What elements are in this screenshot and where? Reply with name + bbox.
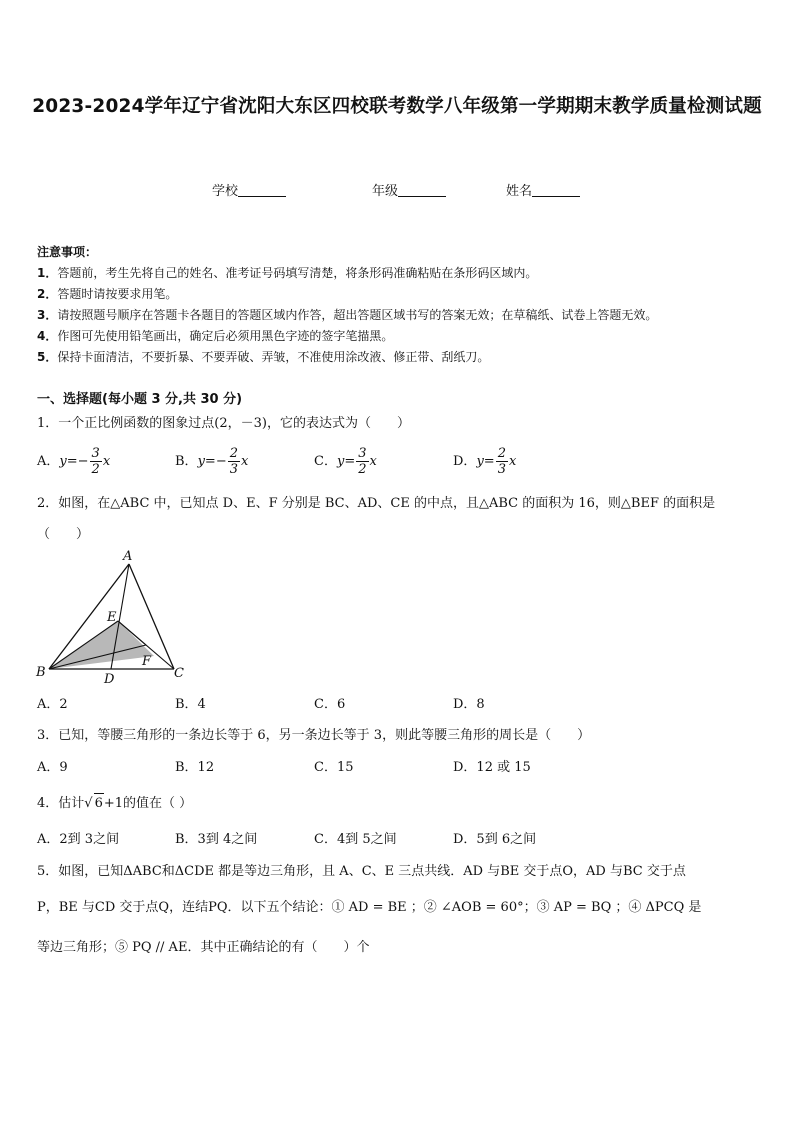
label-b: B	[36, 665, 46, 680]
q2-option-c[interactable]: C．6	[314, 697, 346, 712]
question-5-line-3: 等边三角形；⑤ PQ // AE．其中正确结论的有（ ）个	[37, 940, 370, 955]
q1-option-c[interactable]: C．y= $\frac{3}{2}$ x	[314, 446, 377, 477]
q2-option-d[interactable]: D．8	[453, 697, 485, 712]
grade-field[interactable]: 年级	[372, 180, 446, 199]
page-title: 2023-2024学年辽宁省沈阳大东区四校联考数学八年级第一学期期末教学质量检测试题	[32, 96, 762, 117]
name-field[interactable]: 姓名	[506, 180, 580, 199]
q1-option-a[interactable]: A．y=− $\frac{3}{2}$ x	[37, 446, 111, 477]
note-item: 3．请按照题号顺序在答题卡各题目的答题区域内作答，超出答题区域书写的答案无效；在草稿纸、试卷上答题无效。	[37, 308, 658, 322]
label-c: C	[174, 666, 184, 681]
label-e: E	[107, 610, 117, 625]
q4-option-c[interactable]: C．4到 5之间	[314, 832, 397, 847]
q3-option-a[interactable]: A．9	[37, 760, 68, 775]
q1-option-d[interactable]: D．y= $\frac{2}{3}$ x	[453, 446, 517, 477]
question-1-stem: 1．一个正比例函数的图象过点(2，－3)，它的表达式为（ ）	[37, 416, 410, 431]
note-item: 4．作图可先使用铅笔画出，确定后必须用黑色字迹的签字笔描黑。	[37, 329, 394, 343]
label-a: A	[123, 549, 133, 564]
question-5-line-2: P，BE 与CD 交于点Q，连结PQ．以下五个结论：① AD = BE ；② ∠AOB = 60°；③ AP = BQ ；④ ΔPCQ 是	[37, 900, 702, 915]
question-5-line-1: 5．如图，已知ΔABC和ΔCDE 都是等边三角形，且 A、C、E 三点共线．AD 与BE 交于点O，AD 与BC 交于点	[37, 864, 686, 879]
question-4-stem: 4．估计√ 6+1的值在（ ）	[37, 793, 757, 814]
question-2-stem: 2．如图，在△ABC 中，已知点 D、E、F 分别是 BC、AD、CE 的中点，且△ABC 的面积为 16，则△BEF 的面积是（ ）	[37, 496, 716, 542]
q3-option-c[interactable]: C．15	[314, 760, 354, 775]
section-heading: 一、选择题(每小题 3 分,共 30 分)	[37, 392, 243, 407]
school-field[interactable]: 学校	[212, 180, 286, 199]
question-3-stem: 3．已知，等腰三角形的一条边长等于 6，另一条边长等于 3，则此等腰三角形的周长是（ ）	[37, 728, 591, 743]
q4-option-d[interactable]: D．5到 6之间	[453, 832, 537, 847]
q4-option-b[interactable]: B．3到 4之间	[175, 832, 258, 847]
q3-option-b[interactable]: B．12	[175, 760, 215, 775]
note-item: 1．答题前，考生先将自己的姓名、准考证号码填写清楚，将条形码准确粘贴在条形码区域内。	[37, 266, 538, 280]
label-f: F	[142, 654, 152, 669]
note-item: 2．答题时请按要求用笔。	[37, 287, 178, 301]
notes-block	[37, 242, 657, 368]
notes-heading: 注意事项：	[37, 245, 98, 259]
q3-option-d[interactable]: D．12 或 15	[453, 760, 531, 775]
triangle-bef-shaded	[49, 621, 154, 669]
triangle-figure	[34, 549, 194, 689]
q2-option-b[interactable]: B．4	[175, 697, 206, 712]
q2-option-a[interactable]: A．2	[37, 697, 68, 712]
label-d: D	[104, 672, 115, 687]
q1-option-b[interactable]: B．y=− $\frac{2}{3}$ x	[175, 446, 249, 477]
note-item: 5．保持卡面清洁，不要折暴、不要弄破、弄皱，不准使用涂改液、修正带、刮纸刀。	[37, 350, 490, 364]
q4-option-a[interactable]: A．2到 3之间	[37, 832, 120, 847]
